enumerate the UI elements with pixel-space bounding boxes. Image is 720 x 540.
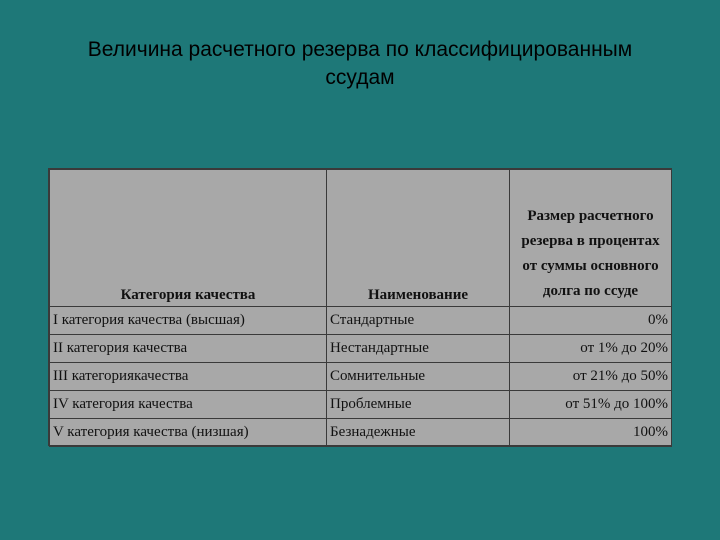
header-name: Наименование [327,170,510,307]
reserve-table-container [48,168,672,446]
cell-reserve-size: от 1% до 20% [510,335,672,363]
table-row [50,307,672,335]
cell-category: V категория качества (низшая) [50,419,327,447]
header-reserve-size-line: долга по ссуде [542,283,639,299]
cell-name: Сомнительные [327,363,510,391]
cell-name: Проблемные [327,391,510,419]
table-row [50,419,672,447]
header-reserve-size [510,170,672,307]
cell-name: Нестандартные [327,335,510,363]
slide-title-line-1: Величина расчетного резерва по классифицированным [87,38,633,61]
cell-category: II категория качества [50,335,327,363]
header-reserve-size-line: резерва в процентах [521,233,660,249]
slide-title [20,36,700,92]
header-category: Категория качества [50,170,327,307]
cell-reserve-size: от 51% до 100% [510,391,672,419]
cell-reserve-size: 100% [510,419,672,447]
header-reserve-size-line: Размер расчетного [527,208,654,224]
cell-category: IV категория качества [50,391,327,419]
table-row [50,363,672,391]
cell-reserve-size: от 21% до 50% [510,363,672,391]
table-header-row [50,170,672,307]
cell-category: I категория качества (высшая) [50,307,327,335]
reserve-table [49,169,672,447]
table-row [50,335,672,363]
cell-reserve-size: 0% [510,307,672,335]
cell-name: Стандартные [327,307,510,335]
header-reserve-size-line: от суммы основного [522,258,659,274]
slide-title-line-2: ссудам [325,66,395,89]
cell-category: III категориякачества [50,363,327,391]
cell-name: Безнадежные [327,419,510,447]
table-row [50,391,672,419]
